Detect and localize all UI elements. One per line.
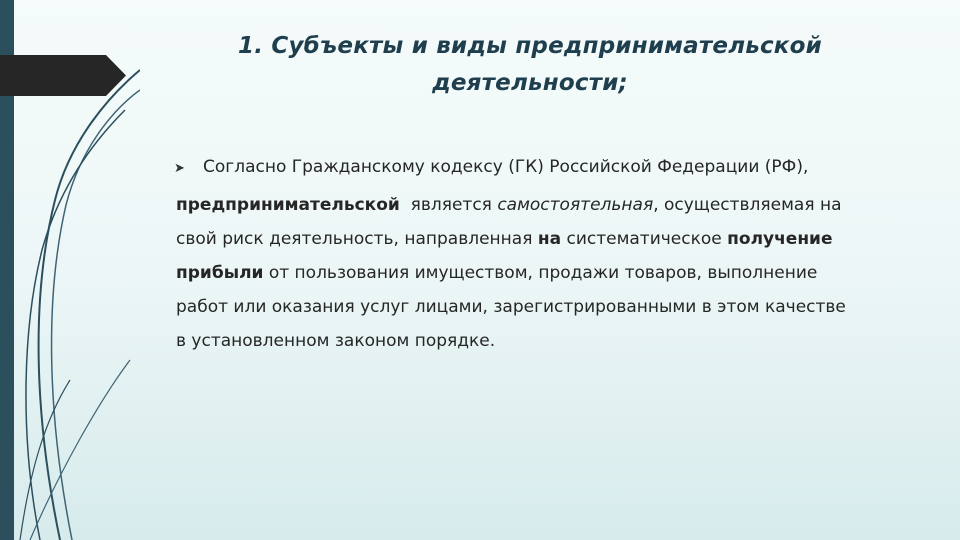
text-segment: систематическое <box>561 229 728 249</box>
term-bold: предпринимательской <box>176 195 400 215</box>
title-line-2: деятельности; <box>432 70 628 96</box>
term-bold: прибыли <box>176 263 264 283</box>
paragraph-1 <box>176 194 876 216</box>
text-segment: , осуществляемая на <box>653 195 842 215</box>
arrow-bullet-icon: ➤ <box>174 161 185 176</box>
slide-title <box>180 28 880 102</box>
bullet-item <box>176 156 876 178</box>
paragraph-3 <box>176 262 876 284</box>
term-bold: на <box>537 229 562 249</box>
arrow-tab-shape <box>0 55 126 96</box>
paragraph-2 <box>176 228 876 250</box>
term-italic: самостоятельная <box>497 195 654 215</box>
text-segment: является <box>399 195 498 215</box>
text-segment: от пользования имуществом, продажи товаров, выполнение <box>263 263 818 283</box>
text-segment: свой риск деятельность, направленная <box>176 229 538 249</box>
term-bold: получение <box>727 229 833 249</box>
bullet-text: Согласно Гражданскому кодексу (ГК) Российской Федерации (РФ), <box>203 157 809 177</box>
title-line-1: 1. Субъекты и виды предпринимательской <box>238 33 822 59</box>
slide-body <box>176 156 876 352</box>
paragraph-4: работ или оказания услуг лицами, зарегистрированными в этом качестве <box>176 297 846 317</box>
paragraph-5: в установленном законом порядке. <box>176 331 496 351</box>
